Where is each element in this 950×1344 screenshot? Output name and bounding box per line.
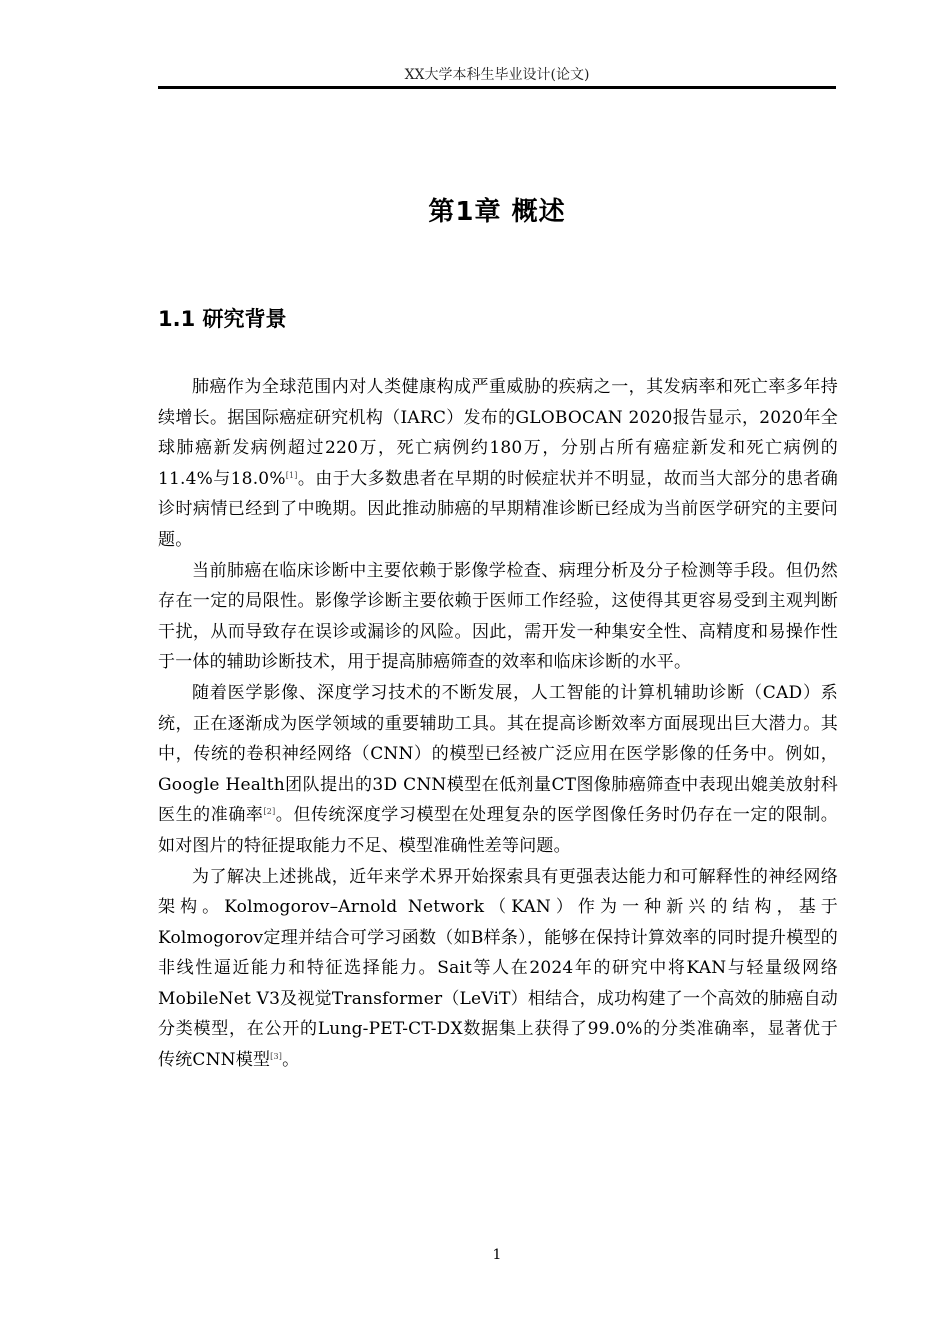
paragraph-3-text-cont: 。但传统深度学习模型在处理复杂的医学图像任务时仍存在一定的限制。如对图片的特征提取能力不足、模型准确性差等问题。 xyxy=(158,805,838,856)
chapter-title: 第1章 概述 xyxy=(428,197,566,227)
body-text xyxy=(158,372,838,1076)
paragraph-1-text: 肺癌作为全球范围内对人类健康构成严重威胁的疾病之一，其发病率和死亡率多年持续增长。据国际癌症研究机构（IARC）发布的GLOBOCAN 2020报告显示，2020年全球肺癌新发病例超过220万，死亡病例约180万，分别占所有癌症新发和死亡病例的11.4%与18.0% xyxy=(158,377,838,489)
paragraph-3-text: 随着医学影像、深度学习技术的不断发展，人工智能的计算机辅助诊断（CAD）系统，正在逐渐成为医学领域的重要辅助工具。其在提高诊断效率方面展现出巨大潜力。其中，传统的卷积神经网络（CNN）的模型已经被广泛应用在医学影像的任务中。例如，Google Health团队提出的3D CNN模型在低剂量CT图像肺癌筛查中表现出媲美放射科医生的准确率 xyxy=(158,682,838,826)
paragraph-3 xyxy=(158,678,838,862)
header-rule xyxy=(158,86,836,89)
paragraph-4 xyxy=(158,862,838,1076)
section-title: 1.1 研究背景 xyxy=(158,307,287,331)
paragraph-2: 当前肺癌在临床诊断中主要依赖于影像学检查、病理分析及分子检测等手段。但仍然存在一定的局限性。影像学诊断主要依赖于医师工作经验，这使得其更容易受到主观判断干扰，从而导致存在误诊或漏诊的风险。因此，需开发一种集安全性、高精度和易操作性于一体的辅助诊断技术，用于提高肺癌筛查的效率和临床诊断的水平。 xyxy=(158,560,838,673)
paragraph-4-text: 为了解决上述挑战，近年来学术界开始探索具有更强表达能力和可解释性的神经网络架构。Kolmogorov–Arnold Network（KAN）作为一种新兴的结构，基于Kolmogorov定理并结合可学习函数（如B样条），能够在保持计算效率的同时提升模型的非线性逼近能力和特征选择能力。Sait等人在2024年的研究中将KAN与轻量级网络MobileNet V3及视觉Transformer（LeViT）相结合，成功构建了一个高效的肺癌自动分类模型，在公开的Lung-PET-CT-DX数据集上获得了99.0%的分类准确率，显著优于传统CNN模型 xyxy=(158,866,838,1071)
citation-2: [2] xyxy=(263,807,276,817)
running-header: XX大学本科生毕业设计(论文) xyxy=(404,67,590,83)
paragraph-1-text-cont: 。由于大多数患者在早期的时候症状并不明显，故而当大部分的患者确诊时病情已经到了中晚期。因此推动肺癌的早期精准诊断已经成为当前医学研究的主要问题。 xyxy=(158,468,839,550)
page-number: 1 xyxy=(492,1247,502,1263)
paragraph-1 xyxy=(158,372,838,556)
citation-1: [1] xyxy=(285,470,298,480)
paragraph-4-text-cont: 。 xyxy=(282,1050,300,1071)
citation-3: [3] xyxy=(270,1052,283,1062)
